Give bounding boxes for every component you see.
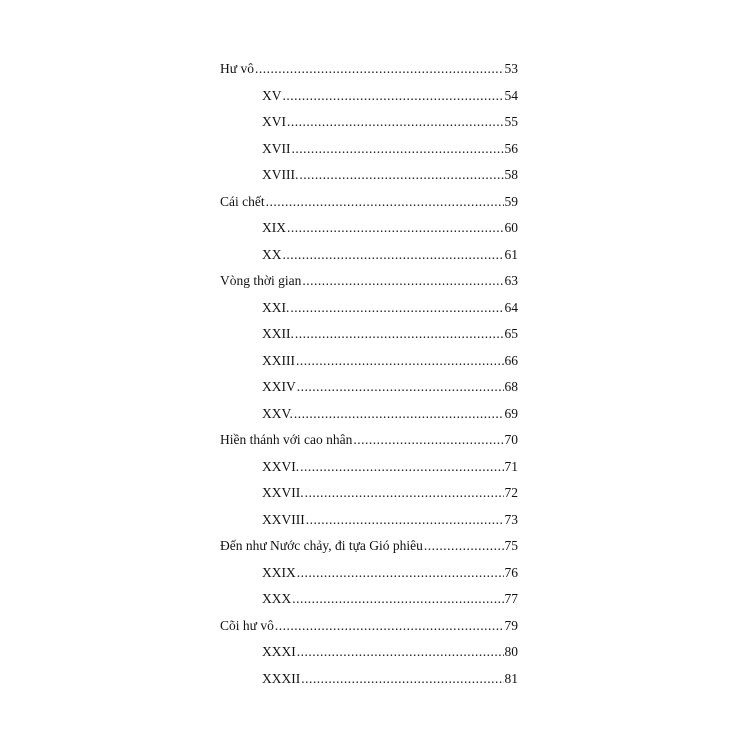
dot-leader: [287, 109, 504, 136]
toc-entry-title: XXXI: [262, 644, 296, 659]
toc-page-number: 65: [504, 326, 518, 341]
toc-entry-title: XXIII: [262, 352, 295, 368]
toc-entry: [220, 613, 518, 640]
dot-leader: [295, 321, 504, 348]
toc-page-number: 63: [504, 273, 518, 288]
toc-subentry: [220, 321, 518, 348]
toc-page-number: 66: [504, 352, 518, 368]
toc-subentry: [220, 586, 518, 613]
toc-subentry: [220, 480, 518, 507]
toc-entry-title: XXV.: [262, 405, 293, 421]
toc-entry-title: XVI: [262, 114, 286, 129]
table-of-contents: [220, 56, 518, 692]
toc-page-number: 72: [504, 485, 518, 500]
toc-subentry: [220, 242, 518, 269]
toc-entry-title: XIX: [262, 220, 286, 235]
toc-entry-title: XXIX: [262, 564, 296, 580]
toc-entry: [220, 189, 518, 216]
toc-entry-title: XXVII.: [262, 485, 304, 500]
toc-page-number: 56: [504, 140, 518, 156]
toc-subentry: [220, 639, 518, 666]
toc-page-number: 64: [504, 299, 518, 315]
toc-entry-title: XXX: [262, 591, 292, 606]
toc-subentry: [220, 136, 518, 163]
dot-leader: [302, 268, 503, 295]
toc-page-number: 61: [504, 246, 518, 262]
toc-subentry: [220, 109, 518, 136]
dot-leader: [266, 189, 504, 216]
toc-entry-title: XXVIII: [262, 511, 305, 527]
toc-subentry: [220, 215, 518, 242]
dot-leader: [297, 560, 504, 587]
toc-entry-title: Vòng thời gian: [220, 273, 302, 288]
toc-page-number: 69: [504, 405, 518, 421]
toc-entry-title: Cái chết: [220, 193, 265, 209]
toc-page-number: 80: [504, 644, 518, 659]
dot-leader: [283, 83, 504, 110]
toc-page-number: 54: [504, 87, 518, 103]
toc-page-number: 77: [504, 591, 518, 606]
toc-page-number: 68: [504, 379, 518, 394]
toc-subentry: [220, 83, 518, 110]
toc-subentry: [220, 401, 518, 428]
dot-leader: [292, 586, 503, 613]
dot-leader: [300, 454, 503, 481]
dot-leader: [287, 215, 504, 242]
toc-page-number: 76: [504, 564, 518, 580]
toc-page-number: 75: [504, 538, 518, 553]
toc-entry-title: XVIII.: [262, 167, 299, 182]
toc-page-number: 53: [504, 61, 518, 76]
toc-subentry: [220, 454, 518, 481]
dot-leader: [255, 56, 504, 83]
toc-entry: [220, 268, 518, 295]
toc-entry-title: Đến như Nước chảy, đi tựa Gió phiêu: [220, 538, 423, 553]
toc-page-number: 73: [504, 511, 518, 527]
toc-subentry: [220, 374, 518, 401]
toc-subentry: [220, 507, 518, 534]
toc-page-number: 60: [504, 220, 518, 235]
toc-entry-title: XVII: [262, 140, 291, 156]
dot-leader: [296, 348, 504, 375]
toc-page-number: 71: [504, 458, 518, 474]
toc-entry-title: Cõi hư vô: [220, 617, 274, 633]
toc-entry-title: XXI.: [262, 299, 290, 315]
toc-page-number: 70: [504, 432, 518, 447]
dot-leader: [297, 374, 504, 401]
toc-entry-title: XXII.: [262, 326, 294, 341]
toc-page-number: 81: [504, 670, 518, 686]
dot-leader: [297, 639, 504, 666]
toc-subentry: [220, 295, 518, 322]
toc-subentry: [220, 666, 518, 693]
dot-leader: [283, 242, 504, 269]
toc-page-number: 58: [504, 167, 518, 182]
dot-leader: [306, 507, 504, 534]
toc-page-number: 79: [504, 617, 518, 633]
toc-subentry: [220, 162, 518, 189]
toc-entry-title: XXXII: [262, 670, 301, 686]
toc-entry-title: Hiền thánh với cao nhân: [220, 432, 353, 447]
toc-entry-title: Hư vô: [220, 61, 254, 76]
dot-leader: [301, 666, 503, 693]
toc-entry-title: XX: [262, 246, 282, 262]
toc-page-number: 59: [504, 193, 518, 209]
dot-leader: [299, 162, 503, 189]
toc-subentry: [220, 348, 518, 375]
toc-entry-title: XXVI.: [262, 458, 300, 474]
toc-entry-title: XV: [262, 87, 282, 103]
toc-entry: [220, 427, 518, 454]
toc-entry: [220, 56, 518, 83]
dot-leader: [292, 136, 504, 163]
dot-leader: [305, 480, 504, 507]
dot-leader: [290, 295, 503, 322]
dot-leader: [294, 401, 504, 428]
dot-leader: [353, 427, 503, 454]
toc-subentry: [220, 560, 518, 587]
toc-entry: [220, 533, 518, 560]
toc-entry-title: XXIV: [262, 379, 296, 394]
dot-leader: [275, 613, 504, 640]
toc-page-number: 55: [504, 114, 518, 129]
dot-leader: [424, 533, 504, 560]
